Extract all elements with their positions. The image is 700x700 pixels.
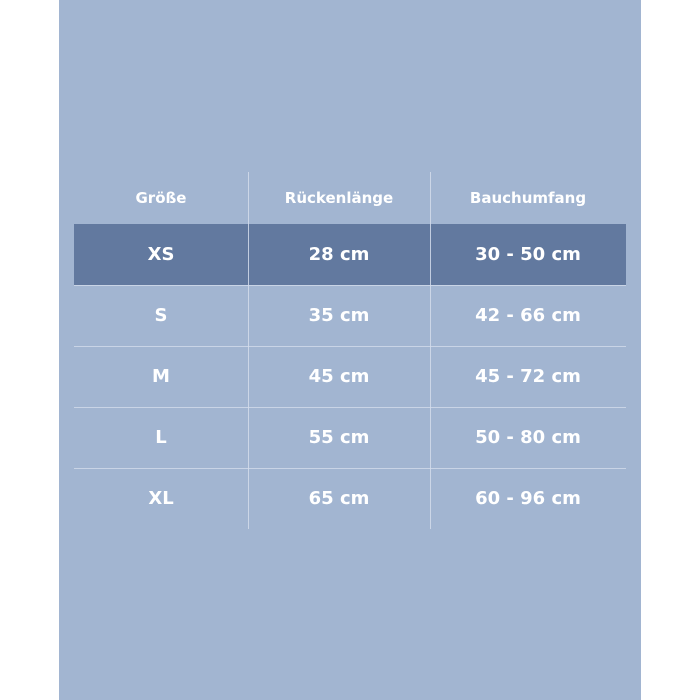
row-divider	[74, 285, 626, 286]
row-back-length: 28 cm	[308, 244, 370, 265]
row-size: XS	[147, 244, 175, 265]
row-belly-girth: 42 - 66 cm	[475, 305, 581, 326]
column-divider	[248, 172, 249, 529]
header-belly-girth: Bauchumfang	[469, 189, 587, 207]
table-row	[74, 224, 626, 285]
table-row	[74, 346, 626, 407]
row-belly-girth: 60 - 96 cm	[475, 488, 581, 509]
row-size: S	[154, 305, 168, 326]
row-back-length: 55 cm	[308, 427, 370, 448]
table-row	[74, 285, 626, 346]
row-belly-girth: 45 - 72 cm	[475, 366, 581, 387]
size-table	[74, 172, 626, 529]
table-row	[74, 407, 626, 468]
row-size: L	[155, 427, 167, 448]
row-divider	[74, 468, 626, 469]
row-back-length: 65 cm	[308, 488, 370, 509]
row-back-length: 45 cm	[308, 366, 370, 387]
table-row	[74, 468, 626, 529]
row-belly-girth: 30 - 50 cm	[475, 244, 581, 265]
column-divider	[430, 172, 431, 529]
row-divider	[74, 407, 626, 408]
header-back-length: Rückenlänge	[284, 189, 394, 207]
table-header-row	[74, 172, 626, 224]
row-size: XL	[148, 488, 174, 509]
row-back-length: 35 cm	[308, 305, 370, 326]
row-belly-girth: 50 - 80 cm	[475, 427, 581, 448]
row-size: M	[152, 366, 170, 387]
row-divider	[74, 346, 626, 347]
header-size: Größe	[135, 189, 187, 207]
size-chart-panel	[59, 0, 641, 700]
